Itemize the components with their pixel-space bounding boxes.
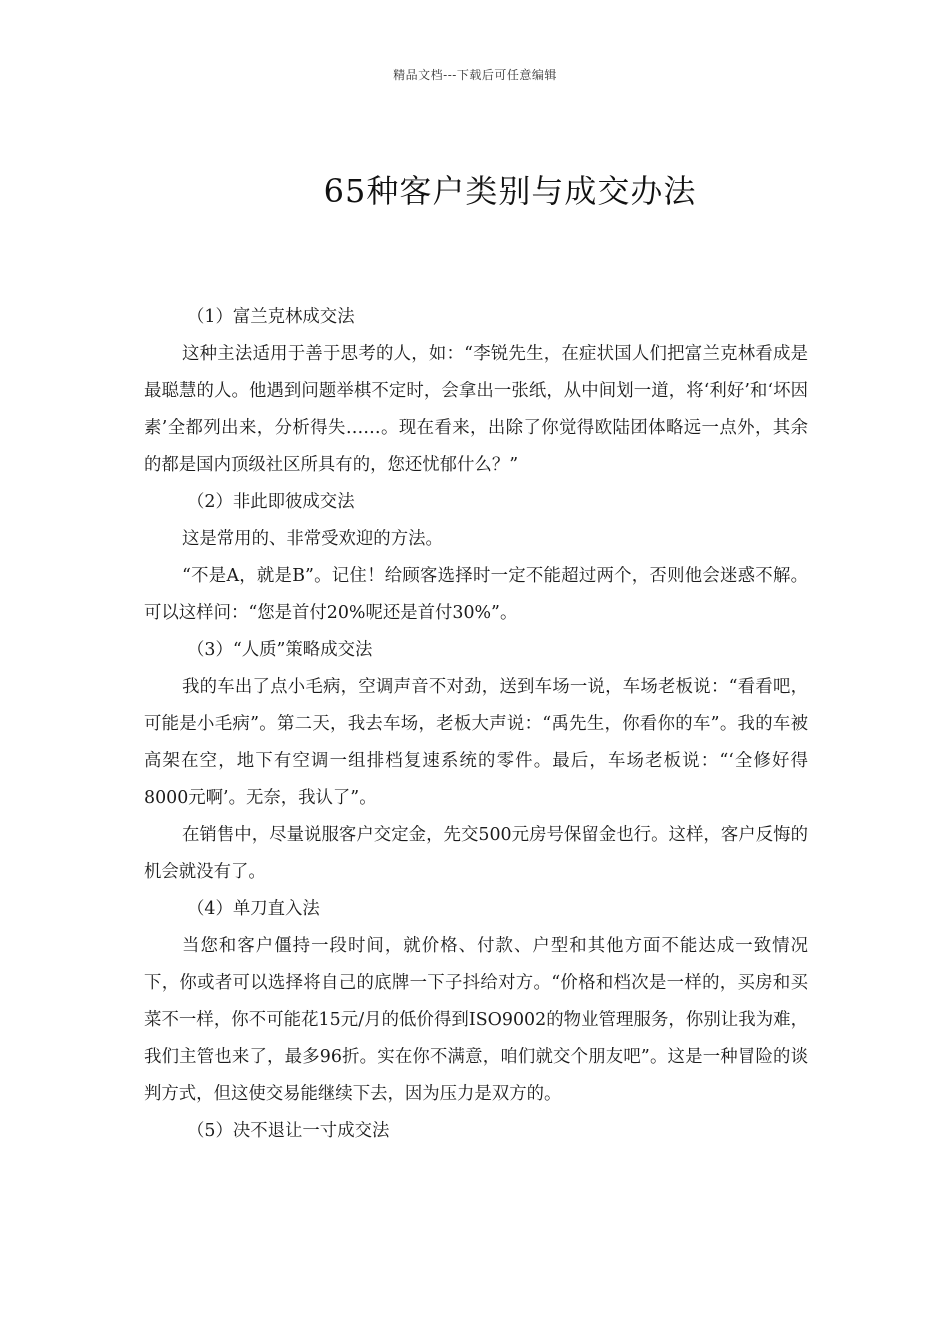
- section-heading-4: （4）单刀直入法: [187, 899, 320, 919]
- section-3-paragraph-2: 在销售中，尽量说服客户交定金，先交500元房号保留金也行。这样，客户反悔的机会就没有了。: [144, 825, 808, 882]
- section-heading-2: （2）非此即彼成交法: [187, 492, 355, 512]
- section-1-paragraph-1: 这种主法适用于善于思考的人，如：“李锐先生，在症状国人们把富兰克林看成是最聪慧的人。他遇到问题举棋不定时，会拿出一张纸，从中间划一道，将‘利好’和‘坏因素’全都列出来，分析得失……。现在看来，出除了你觉得欧陆团体略远一点外，其余的都是国内顶级社区所具有的，您还忧郁什么？”: [144, 344, 808, 475]
- section-heading-3: （3）“人质”策略成交法: [187, 640, 373, 660]
- section-3-paragraph-1: 我的车出了点小毛病，空调声音不对劲，送到车场一说，车场老板说：“看看吧，可能是小毛病”。第二天，我去车场，老板大声说：“禹先生，你看你的车”。我的车被高架在空，地下有空调一组排档复速系统的零件。最后，车场老板说：“‘全修好得8000元啊’。无奈，我认了”。: [144, 677, 808, 808]
- section-2-paragraph-2: “不是A，就是B”。记住！给顾客选择时一定不能超过两个，否则他会迷惑不解。可以这样问：“您是首付20%呢还是首付30%”。: [144, 566, 808, 623]
- page-header: 精品文档---下载后可任意编辑: [393, 68, 557, 82]
- section-4-paragraph-1: 当您和客户僵持一段时间，就价格、付款、户型和其他方面不能达成一致情况下，你或者可以选择将自己的底牌一下子抖给对方。“价格和档次是一样的，买房和买菜不一样，你不可能花15元/月的低价得到ISO9002的物业管理服务，你别让我为难，我们主管也来了，最多96折。实在你不满意，咱们就交个朋友吧”。这是一种冒险的谈判方式，但这使交易能继续下去，因为压力是双方的。: [144, 936, 808, 1104]
- section-heading-1: （1）富兰克林成交法: [187, 307, 355, 327]
- document-title: 65种客户类别与成交办法: [323, 172, 697, 210]
- section-2-paragraph-1: 这是常用的、非常受欢迎的方法。: [182, 529, 443, 549]
- document-body: [144, 299, 808, 1150]
- section-heading-5: （5）决不退让一寸成交法: [187, 1121, 390, 1141]
